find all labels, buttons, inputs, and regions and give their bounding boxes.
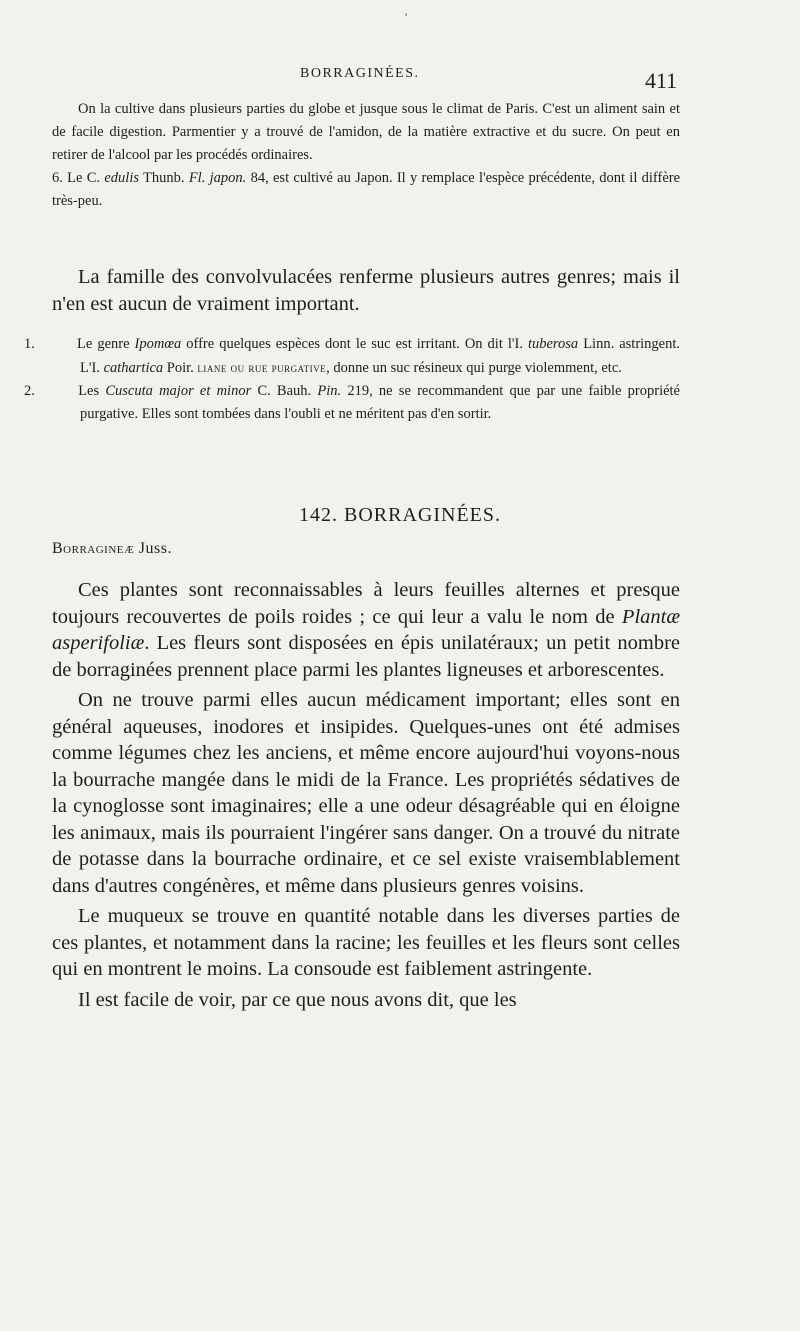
footnote-text: 84, est cultivé au Japon. Il y remplace l'espèce précédente, dont il diffère très-peu. xyxy=(52,170,681,209)
footnote-number: 2. xyxy=(24,383,35,399)
footnote-text: 219, ne se recommandent que par une faible propriété purgative. Elles sont tombées dans l'oubli et ne méritent pas d'en sortir. xyxy=(80,383,680,422)
footnote-text: C. Bauh. xyxy=(257,383,312,399)
family-latin-name: Borragineæ xyxy=(52,540,135,557)
footnote-text: Thunb. xyxy=(143,170,185,186)
page-number: 411 xyxy=(645,68,678,93)
convolv-paragraph: La famille des convolvulacées renferme plusieurs autres genres; mais il n'en est aucun de vraiment important. xyxy=(52,266,680,315)
genus-name: Ipomœa xyxy=(134,336,182,352)
page-header xyxy=(0,64,800,94)
section-subtitle xyxy=(52,540,172,558)
footnote-item-6 xyxy=(52,167,680,213)
common-name: liane ou rue purgative xyxy=(197,360,327,375)
footnote-text: offre quelques espèces dont le suc est irritant. On dit l'I. xyxy=(186,336,523,352)
body-text: . Les fleurs sont disposées en épis unilatéraux; un petit nombre de borraginées prennent place parmi les plantes ligneuses et arborescentes. xyxy=(52,632,680,681)
footnotes-mid xyxy=(24,333,681,426)
footnote-number: 6. xyxy=(52,170,63,186)
footnote-text: , donne un suc résineux qui purge violemment, etc. xyxy=(326,360,622,376)
reference: Fl. japon. xyxy=(188,170,247,186)
footnote-text: Le genre xyxy=(77,336,130,352)
species-name: edulis xyxy=(104,170,139,186)
footnote-text: Linn. astringent. L'I. xyxy=(80,336,681,376)
convolv-paragraph-block xyxy=(52,264,680,317)
species-name: cathartica xyxy=(103,360,164,376)
family-author: Juss. xyxy=(138,540,172,557)
species-name: Cuscuta major et minor xyxy=(105,383,252,399)
latin-term: Plantæ asperifoliæ xyxy=(52,605,681,654)
body-paragraph-4: Il est facile de voir, par ce que nous avons dit, que les xyxy=(78,988,517,1011)
top-mark: ' xyxy=(405,10,408,24)
reference: Pin. xyxy=(317,383,342,399)
footnote-paragraph: On la cultive dans plusieurs parties du globe et jusque sous le climat de Paris. C'est un aliment sain et de facile digestion. Parmentier y a trouvé de l'amidon, de la matière extractive et du sucre. On peut en retirer de l'alcool par les procédés ordinaires. xyxy=(52,101,680,163)
footnote-text: Les xyxy=(78,383,100,399)
footnote-item-1 xyxy=(24,333,681,380)
footnote-item-2 xyxy=(24,380,680,426)
footnote-top xyxy=(52,98,680,213)
species-name: tuberosa xyxy=(527,336,579,352)
body-paragraph-2: On ne trouve parmi elles aucun médicament important; elles sont en général aqueuses, inodores et insipides. Quelques-unes ont été admises comme légumes chez les anciens, et même encore aujourd'hui voyons-nous la bourrache mangée dans le midi de la France. Les propriétés sédatives de la cynoglosse sont imaginaires; elle a une odeur désagréable qui en éloigne les animaux, mais ils pourraient l'ingérer sans danger. On a trouvé du nitrate de potasse dans la bourrache ordinaire, et ce sel existe vraisemblablement dans d'autres congénères, et même dans plusieurs genres voisins. xyxy=(52,689,680,897)
main-text xyxy=(52,577,680,1013)
body-paragraph-1 xyxy=(52,577,680,683)
body-text: Ces plantes sont reconnaissables à leurs feuilles alternes et presque toujours recouvertes de poils roides ; ce qui leur a valu le nom de xyxy=(52,579,680,628)
footnote-text: Le C. xyxy=(67,170,101,186)
footnote-number: 1. xyxy=(24,336,35,352)
running-head: BORRAGINÉES. xyxy=(300,66,420,81)
footnote-text: Poir. xyxy=(166,360,194,376)
section-title: 142. BORRAGINÉES. xyxy=(298,504,501,526)
body-paragraph-3: Le muqueux se trouve en quantité notable dans les diverses parties de ces plantes, et notamment dans la racine; les feuilles et les fleurs sont celles qui en montrent le moins. La consoude est faiblement astringente. xyxy=(52,905,680,980)
